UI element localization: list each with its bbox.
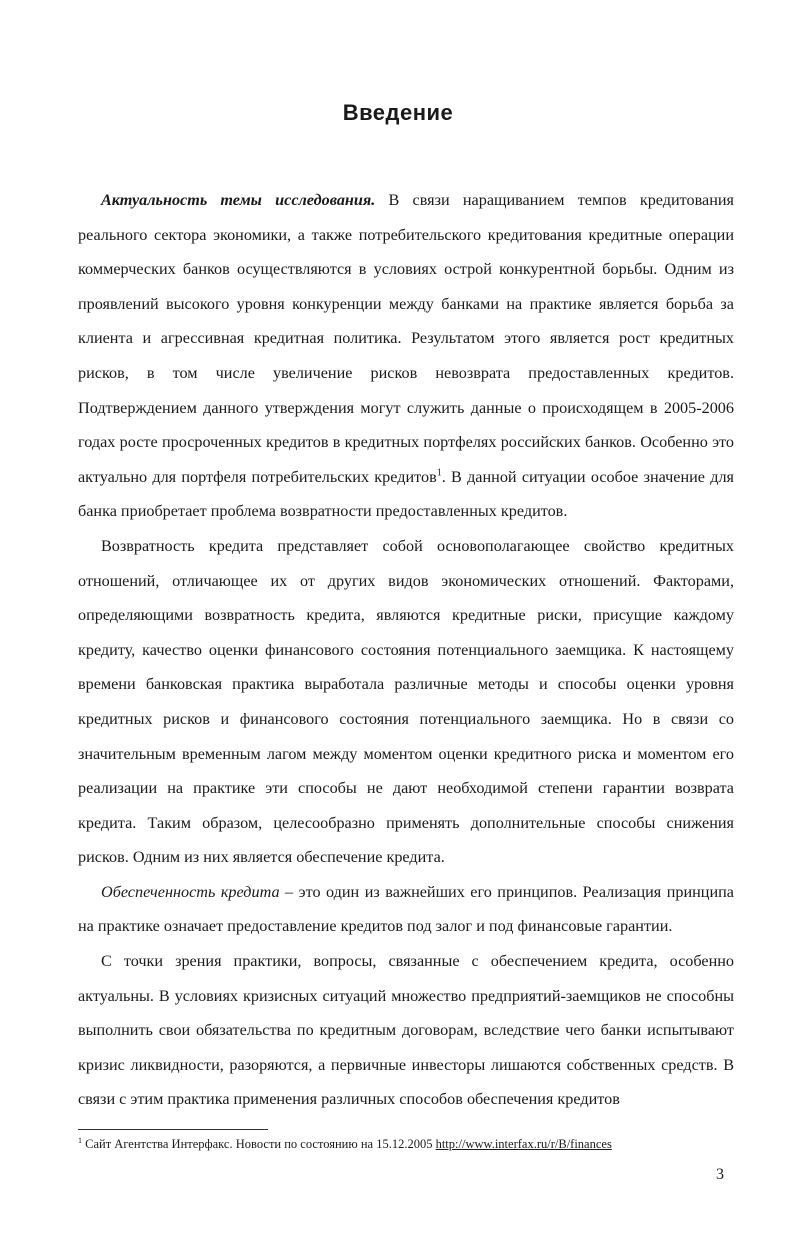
paragraph-text: – это один из важнейших его принципов. Реализация принципа на практике означает предоставление кредитов под залог и под финансовые гарантии. [78,882,734,936]
footnote [78,1136,738,1152]
paragraph-text: Возвратность кредита представляет собой основополагающее свойство кредитных отношений, отличающее их от других видов экономических отношений. Факторами, определяющими возвратность кредита, являются кредитные риски, присущие каждому кредиту, качество оценки финансового состояния потенциального заемщика. К настоящему времени банковская практика выработала различные методы и способы оценки уровня кредитных рисков и финансового состояния потенциального заемщика. Но в связи со значительным временным лагом между моментом оценки кредитного риска и моментом его реализации на практике эти способы не дают необходимой степени гарантии возврата кредита. Таким образом, целесообразно применять дополнительные способы снижения рисков. Одним из них является обеспечение кредита. [78,536,734,867]
footnote-divider [78,1129,268,1130]
paragraph-term: Обеспеченность кредита [101,882,280,901]
footnote-reference[interactable]: 1 [436,467,442,479]
page-title: Введение [342,100,454,125]
footnote-number: 1 [78,1135,82,1145]
paragraph-repayment [78,529,734,875]
paragraph-text-continued: . В данной ситуации особое значение для банка приобретает проблема возвратности предоставленных кредитов. [78,467,735,521]
body-text [78,183,734,1117]
footnote-link[interactable]: http://www.interfax.ru/r/B/finances [435,1137,612,1151]
paragraph-text: В связи наращиванием темпов кредитования реального сектора экономики, а также потребительского кредитования кредитные операции коммерческих банков осуществляются в условиях острой конкурентной борьбы. Одним из проявлений высокого уровня конкуренции между банками на практике является борьба за клиента и агрессивная кредитная политика. Результатом этого является рост кредитных рисков, в том числе увеличение рисков невозврата предоставленных кредитов. Подтверждением данного утверждения могут служить данные о происходящем в 2005-2006 годах росте просроченных кредитов в кредитных портфелях российских банков. Особенно это актуально для портфеля потребительских кредитов [78,191,735,486]
paragraph-practice [78,944,734,1117]
paragraph-lead: Актуальность темы исследования. [101,191,376,209]
paragraph-security [78,875,734,944]
page-number: 3 [716,1166,724,1183]
paragraph-text: С точки зрения практики, вопросы, связанные с обеспечением кредита, особенно актуальны. В условиях кризисных ситуаций множество предприятий-заемщиков не способны выполнить свои обязательства по кредитным договорам, вследствие чего банки испытывают кризис ликвидности, разоряются, а первичные инвесторы лишаются собственных средств. В связи с этим практика применения различных способов обеспечения кредитов [78,952,734,1109]
paragraph-relevance [78,183,734,529]
footnote-text: Сайт Агентства Интерфакс. Новости по состоянию на 15.12.2005 [82,1137,436,1151]
